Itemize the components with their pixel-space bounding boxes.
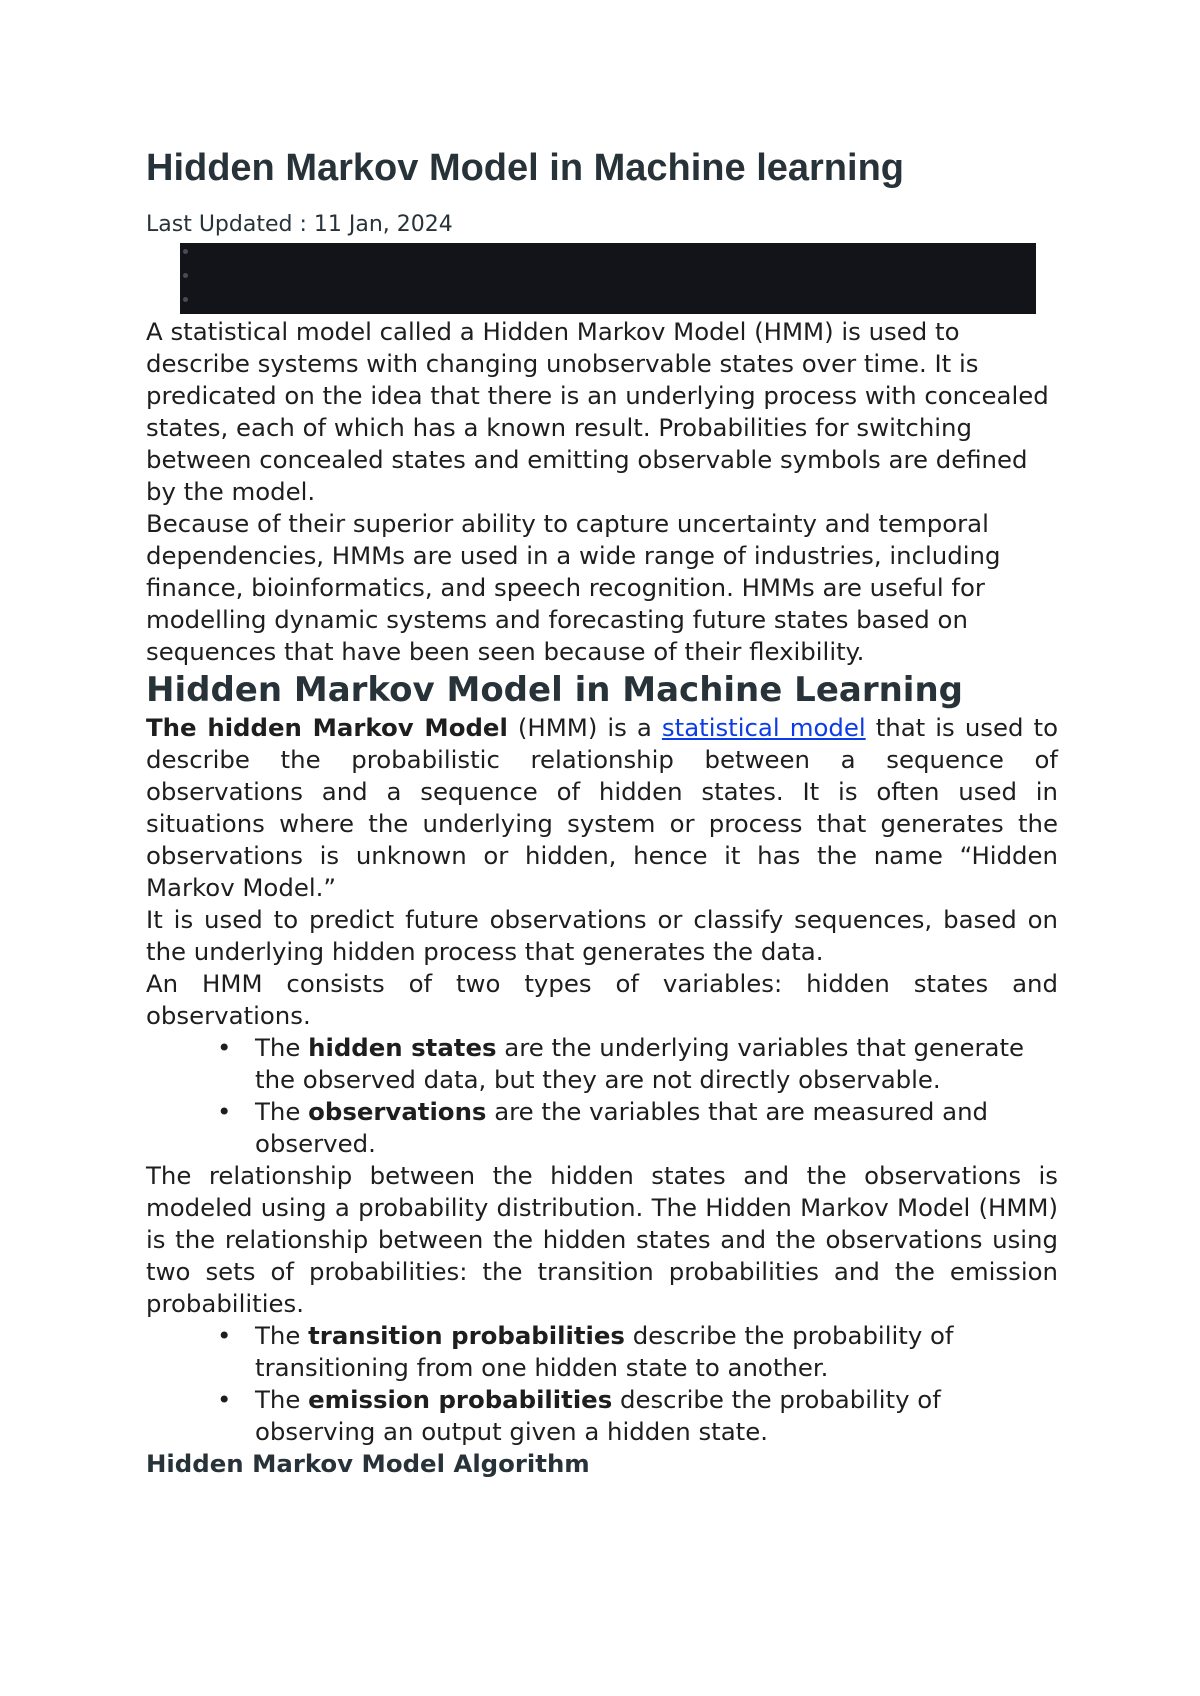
definition-term: The hidden Markov Model <box>146 713 508 742</box>
bullet-icon: • <box>217 1385 232 1414</box>
list-item: • The emission probabilities describe the probability of observing an output given a hidden state. <box>217 1385 941 1446</box>
predict-paragraph: It is used to predict future observations or classify sequences, based on the underlying hidden process that generates the data. <box>146 905 1058 966</box>
term-observations: observations <box>308 1097 487 1126</box>
definition-text: that is used to describe the probabilistic relationship between a sequence of observations and a sequence of hidden states. It is often used in situations where the underlying system or process that generates the observations is unknown or hidden, hence it has the name “Hidden Markov Model.” <box>146 713 1059 902</box>
page-title: Hidden Markov Model in Machine learning <box>146 147 904 189</box>
variables-list <box>146 1032 1060 1160</box>
bullet-icon <box>183 249 188 254</box>
redacted-banner <box>180 243 1036 314</box>
term-transition-probabilities: transition probabilities <box>308 1321 625 1350</box>
relationship-paragraph: The relationship between the hidden states and the observations is modeled using a probability distribution. The Hidden Markov Model (HMM) is the relationship between the hidden states and the observations using two sets of probabilities: the transition probabilities and the emission probabilities. <box>146 1161 1058 1318</box>
algorithm-heading: Hidden Markov Model Algorithm <box>146 1449 590 1478</box>
term-emission-probabilities: emission probabilities <box>308 1385 613 1414</box>
list-item: • The hidden states are the underlying variables that generate the observed data, but they are not directly observable. <box>217 1033 1025 1094</box>
intro-paragraph: Because of their superior ability to capture uncertainty and temporal dependencies, HMMs are used in a wide range of industries, including finance, bioinformatics, and speech recognition. HMMs are useful for modelling dynamic systems and forecasting future states based on sequences that have been seen because of their flexibility. <box>146 509 1001 666</box>
bullet-icon: • <box>217 1033 232 1062</box>
bullet-icon: • <box>217 1097 232 1126</box>
definition-paragraph <box>146 712 1058 904</box>
bullet-icon <box>183 297 188 302</box>
article-body <box>146 316 1060 1480</box>
last-updated: Last Updated : 11 Jan, 2024 <box>146 212 453 237</box>
statistical-model-link[interactable]: statistical model <box>661 713 866 742</box>
bullet-icon: • <box>217 1321 232 1350</box>
definition-text: (HMM) is a <box>507 713 662 742</box>
list-item: • The transition probabilities describe the probability of transitioning from one hidden state to another. <box>217 1321 954 1382</box>
probabilities-list <box>146 1320 1060 1448</box>
bullet-icon <box>183 273 188 278</box>
intro-paragraph: A statistical model called a Hidden Markov Model (HMM) is used to describe systems with changing unobservable states over time. It is predicated on the idea that there is an underlying process with concealed states, each of which has a known result. Probabilities for switching between concealed states and emitting observable symbols are defined by the model. <box>146 317 1049 506</box>
types-paragraph: An HMM consists of two types of variables: hidden states and observations. <box>146 969 1058 1030</box>
term-hidden-states: hidden states <box>308 1033 497 1062</box>
list-item: • The observations are the variables that are measured and observed. <box>217 1097 989 1158</box>
section-heading: Hidden Markov Model in Machine Learning <box>146 670 963 710</box>
